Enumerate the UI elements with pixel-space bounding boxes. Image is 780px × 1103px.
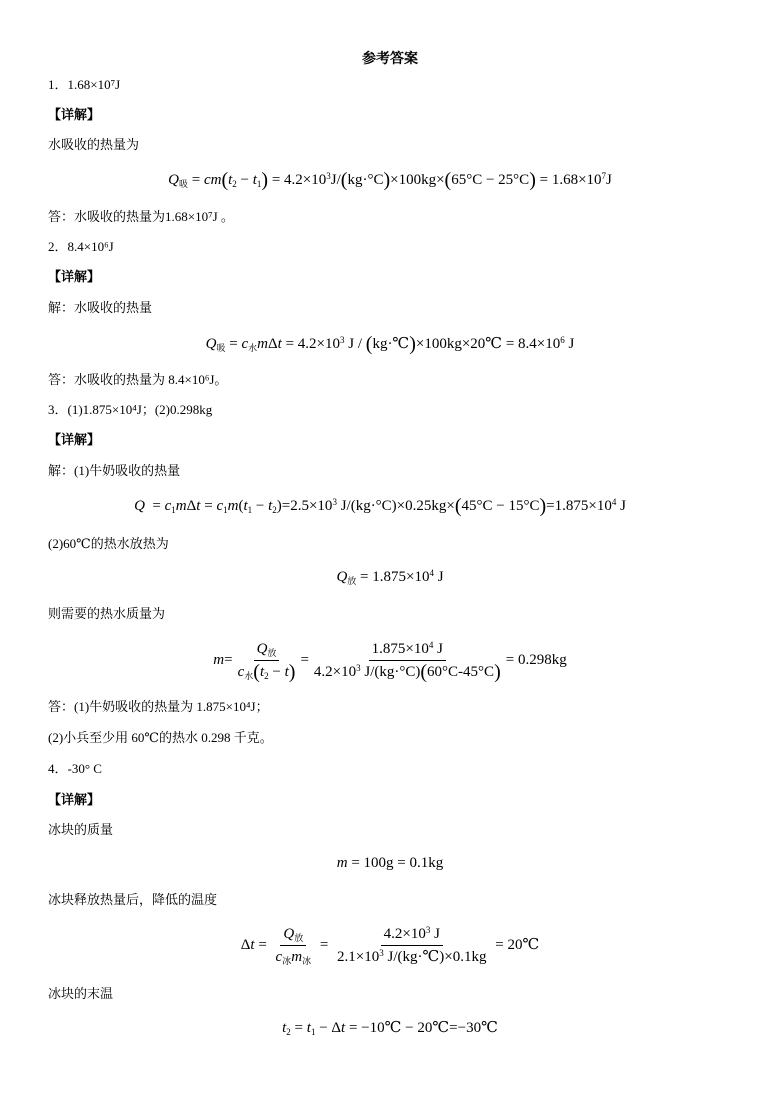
q1-answer-line	[48, 76, 120, 94]
q3-equation-1: $Q = c_1m\Delta t = c_1m(t_1 - t_2)=2.5\times 10^3$ $J/(kg\cdot^\circ C)\times 0.25kg\times(45^\circ C - 15^\circ C)=1.875\times 10^4$ J	[134, 495, 626, 517]
q3-conclusion-1: 答：(1)牛奶吸收的热量为 1.875×10⁴J；	[48, 699, 269, 714]
q4-number: 4．	[48, 761, 68, 776]
q3-number: 3．	[48, 402, 68, 417]
q4-equation-3: $t_2 = t_1 - \Delta t$ = −10℃ − 20℃=−30℃	[282, 1020, 498, 1037]
q4-answer-line	[48, 760, 102, 778]
q2-answer-line	[48, 238, 114, 256]
q2-answer: 8.4×10⁶J	[67, 239, 114, 254]
q4-intro-2: 冰块释放热量后，降低的温度	[48, 892, 218, 907]
q2-detail-heading: 【详解】	[48, 269, 101, 284]
q3-answer: (1)1.875×10⁴J；(2)0.298kg	[67, 402, 213, 417]
q2-intro: 解：水吸收的热量	[48, 300, 153, 315]
q2-number: 2．	[48, 239, 68, 254]
page-title: 参考答案	[362, 52, 418, 67]
q3-equation-3: m= $\frac{Q_放}{c_水(t_2 - t)}$ = $\frac{1.875\times 10^4 J}{4.2\times 10^3 J/(kg\cdot^\circ C)(60^\circ C-45^\circ C)}$ = 0.298kg	[213, 640, 567, 683]
q3-intro-2: (2)60℃的热水放热为	[48, 536, 169, 551]
q3-equation-2: $Q_放 = 1.875\times 10^4$ J	[336, 568, 444, 586]
q1-detail-heading: 【详解】	[48, 107, 101, 122]
q3-answer-line	[48, 401, 212, 419]
q3-detail-heading: 【详解】	[48, 432, 101, 447]
q4-intro-1: 冰块的质量	[48, 822, 114, 837]
q3-intro-1: 解：(1)牛奶吸收的热量	[48, 463, 181, 478]
q1-answer: 1.68×10⁷J	[67, 77, 121, 92]
q3-intro-3: 则需要的热水质量为	[48, 606, 166, 621]
q1-conclusion: 答：水吸收的热量为1.68×10⁷J 。	[48, 209, 234, 224]
q2-equation: $Q_吸 = c_水m\Delta t = 4.2\times 10^3$ J / (kg·℃)×100kg×20℃ = $8.4\times 10^6$ J	[205, 333, 575, 355]
q1-equation: $Q_吸 = cm(t_2 - t_1) = 4.2\times 10^3J/(kg\cdot^\circ C)\times 100kg\times(65^\circ C - 25^\circ C) = 1.68\times 10^7J$	[168, 169, 612, 191]
q3-conclusion-2: (2)小兵至少用 60℃的热水 0.298 千克。	[48, 730, 273, 745]
q2-conclusion: 答：水吸收的热量为 8.4×10⁶J。	[48, 372, 228, 387]
q4-equation-1: m = 100g = 0.1kg	[336, 855, 444, 871]
q4-detail-heading: 【详解】	[48, 792, 101, 807]
q1-number: 1．	[48, 77, 68, 92]
q4-answer: -30° C	[67, 761, 102, 776]
q4-equation-2: Δt = $\frac{Q_放}{c_冰m_冰}$ = $\frac{4.2\times 10^3 J}{2.1\times 10^3 J/(kg\cdot℃)\times 0.1kg}$ = 20℃	[240, 925, 540, 966]
q1-intro: 水吸收的热量为	[48, 137, 140, 152]
q4-intro-3: 冰块的末温	[48, 986, 114, 1001]
